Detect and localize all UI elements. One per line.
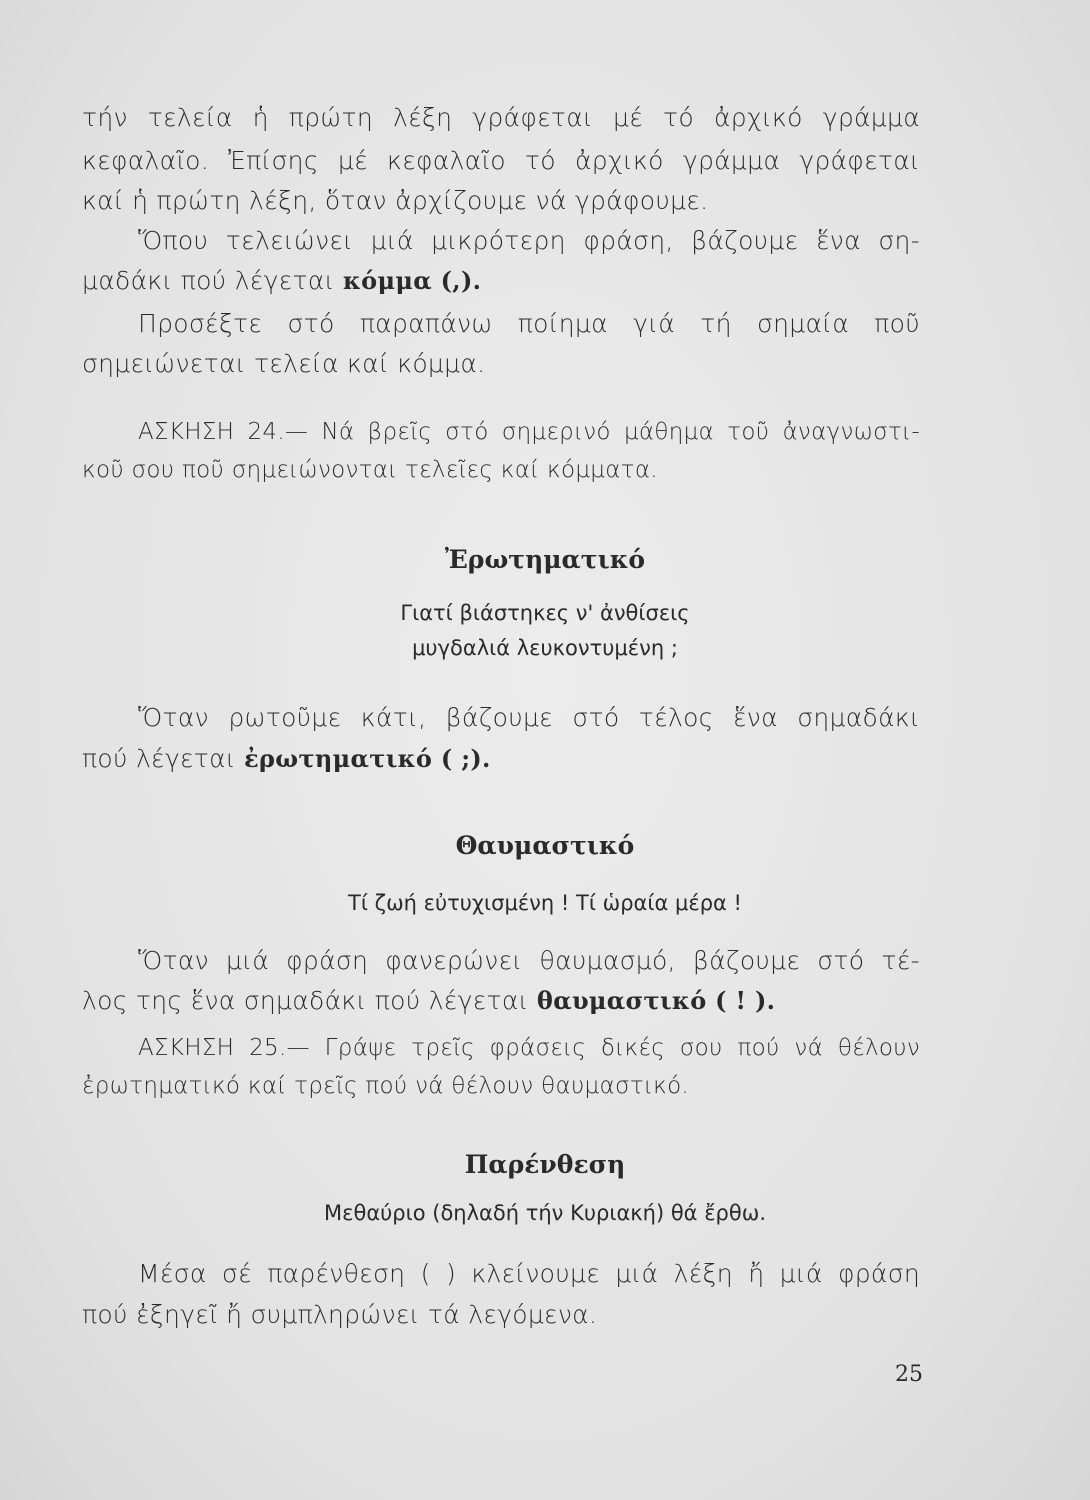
text-line: [82, 741, 920, 777]
text-line: Ὅταν μιά φράση φανερώνει θαυμασμό, βάζουμε στό τέ-: [138, 946, 920, 975]
page-number: 25: [895, 1362, 923, 1387]
text-line: Ὅπου τελειώνει μιά μικρότερη φράση, βάζουμε ἕνα ση-: [138, 226, 920, 255]
section-heading-exclamation: Θαυμαστικό: [455, 831, 635, 860]
text-segment: πού λέγεται: [82, 744, 236, 773]
text-line: πού ἐξηγεῖ ἤ συμπληρώνει τά λεγόμενα.: [82, 1300, 598, 1329]
section-heading-parenthesis: Παρένθεση: [464, 1150, 626, 1179]
poem-line: Γιατί βιάστηκες ν' ἀνθίσεις: [400, 601, 690, 625]
exercise-24-line: ΑΣΚΗΣΗ 24.— Νά βρεῖς στό σημερινό μάθημα τοῦ ἀναγνωστι-: [138, 419, 920, 445]
text-line: [82, 983, 920, 1019]
text-line: Ὅταν ρωτοῦμε κάτι, βάζουμε στό τέλος ἕνα σημαδάκι: [138, 703, 920, 732]
term-question-mark: ἐρωτηματικό ( ;).: [244, 744, 491, 773]
example-line: Μεθαύριο (δηλαδή τήν Κυριακή) θά ἔρθω.: [324, 1201, 766, 1225]
text-line: κεφαλαῖο. Ἐπίσης μέ κεφαλαῖο τό ἀρχικό γράμμα γράφεται: [82, 146, 920, 175]
text-line: τήν τελεία ἡ πρώτη λέξη γράφεται μέ τό ἀρχικό γράμμα: [82, 103, 920, 132]
text-line: [82, 263, 920, 299]
text-line: Μέσα σέ παρένθεση ( ) κλείνουμε μιά λέξη ἤ μιά φράση: [138, 1259, 920, 1288]
text-line: Προσέξτε στό παραπάνω ποίημα γιά τή σημαία ποῦ: [138, 309, 920, 338]
section-heading-question: Ἐρωτηματικό: [444, 545, 646, 574]
exercise-24-line: κοῦ σου ποῦ σημειώνονται τελεῖες καί κόμματα.: [82, 457, 658, 483]
text-line: σημειώνεται τελεία καί κόμμα.: [82, 349, 486, 378]
poem-line: μυγδαλιά λευκοντυμένη ;: [412, 636, 678, 660]
exercise-25-line: ἐρωτηματικό καί τρεῖς πού νά θέλουν θαυμαστικό.: [82, 1073, 690, 1099]
term-exclamation-mark: θαυμαστικό ( ! ).: [536, 986, 776, 1015]
term-comma: κόμμα (,).: [342, 266, 482, 295]
text-line: καί ἡ πρώτη λέξη, ὅταν ἀρχίζουμε νά γράφουμε.: [82, 186, 709, 215]
text-segment: λος της ἕνα σημαδάκι πού λέγεται: [82, 986, 529, 1015]
example-line: Τί ζωή εὐτυχισμένη ! Τί ὡραία μέρα !: [348, 891, 742, 915]
exercise-25-line: ΑΣΚΗΣΗ 25.— Γράψε τρεῖς φράσεις δικές σου πού νά θέλουν: [138, 1035, 920, 1061]
text-segment: μαδάκι πού λέγεται: [82, 266, 335, 295]
